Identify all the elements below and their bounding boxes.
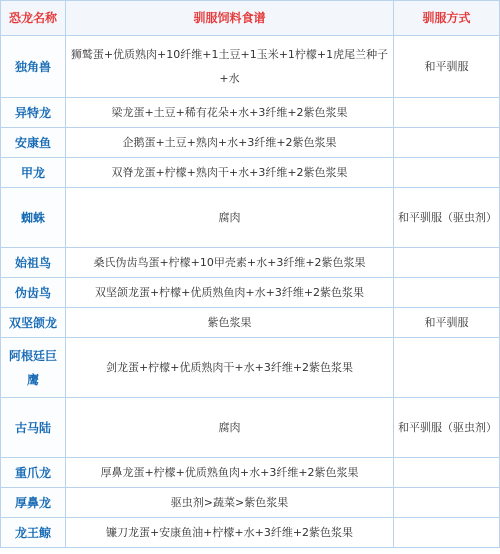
recipe-cell: 腐肉: [66, 188, 394, 248]
dino-name: 始祖鸟: [1, 248, 66, 278]
table-row: [1, 308, 500, 338]
dino-name: 阿根廷巨鹰: [1, 338, 66, 398]
method-cell: [394, 458, 500, 488]
method-cell: [394, 518, 500, 548]
recipe-cell: 桑氏伪齿鸟蛋+柠檬+10甲壳素+水+3纤维+2紫色浆果: [66, 248, 394, 278]
header-method: 驯服方式: [394, 1, 500, 36]
method-cell: [394, 488, 500, 518]
dino-name: 龙王鲸: [1, 518, 66, 548]
method-cell: [394, 158, 500, 188]
method-cell: [394, 128, 500, 158]
table-row: [1, 98, 500, 128]
table-row: [1, 158, 500, 188]
dino-name: 安康鱼: [1, 128, 66, 158]
recipe-cell: 双坚颌龙蛋+柠檬+优质熟鱼肉+水+3纤维+2紫色浆果: [66, 278, 394, 308]
header-recipe: 驯服饲料食谱: [66, 1, 394, 36]
table-header-row: [1, 1, 500, 36]
recipe-cell: 驱虫剂>蔬菜>紫色浆果: [66, 488, 394, 518]
recipe-cell: 梁龙蛋+土豆+稀有花朵+水+3纤维+2紫色浆果: [66, 98, 394, 128]
table-row: [1, 128, 500, 158]
dino-name: 蜘蛛: [1, 188, 66, 248]
method-cell: [394, 278, 500, 308]
table-row: [1, 398, 500, 458]
table-row: [1, 248, 500, 278]
dino-name: 双坚颌龙: [1, 308, 66, 338]
dino-name: 重爪龙: [1, 458, 66, 488]
recipe-cell: 紫色浆果: [66, 308, 394, 338]
method-cell: 和平驯服: [394, 36, 500, 98]
table-row: [1, 278, 500, 308]
table-row: [1, 458, 500, 488]
dino-name: 异特龙: [1, 98, 66, 128]
recipe-cell: 镰刀龙蛋+安康鱼油+柠檬+水+3纤维+2紫色浆果: [66, 518, 394, 548]
method-cell: 和平驯服（驱虫剂）: [394, 188, 500, 248]
method-cell: [394, 98, 500, 128]
method-cell: [394, 338, 500, 398]
method-cell: [394, 248, 500, 278]
method-cell: 和平驯服（驱虫剂）: [394, 398, 500, 458]
dino-name: 厚鼻龙: [1, 488, 66, 518]
recipe-cell: 双脊龙蛋+柠檬+熟肉干+水+3纤维+2紫色浆果: [66, 158, 394, 188]
recipe-cell: 腐肉: [66, 398, 394, 458]
dino-name: 甲龙: [1, 158, 66, 188]
recipe-cell: 剑龙蛋+柠檬+优质熟肉干+水+3纤维+2紫色浆果: [66, 338, 394, 398]
table-row: [1, 188, 500, 248]
dino-name: 古马陆: [1, 398, 66, 458]
table-row: [1, 488, 500, 518]
method-cell: 和平驯服: [394, 308, 500, 338]
header-dino-name: 恐龙名称: [1, 1, 66, 36]
dino-name: 独角兽: [1, 36, 66, 98]
dino-name: 伪齿鸟: [1, 278, 66, 308]
recipe-cell: 狮鹫蛋+优质熟肉+10纤维+1土豆+1玉米+1柠檬+1虎尾兰种子+水: [66, 36, 394, 98]
recipe-cell: 厚鼻龙蛋+柠檬+优质熟鱼肉+水+3纤维+2紫色浆果: [66, 458, 394, 488]
table-row: [1, 338, 500, 398]
recipe-cell: 企鹅蛋+土豆+熟肉+水+3纤维+2紫色浆果: [66, 128, 394, 158]
table-row: [1, 518, 500, 548]
table-row: [1, 36, 500, 98]
